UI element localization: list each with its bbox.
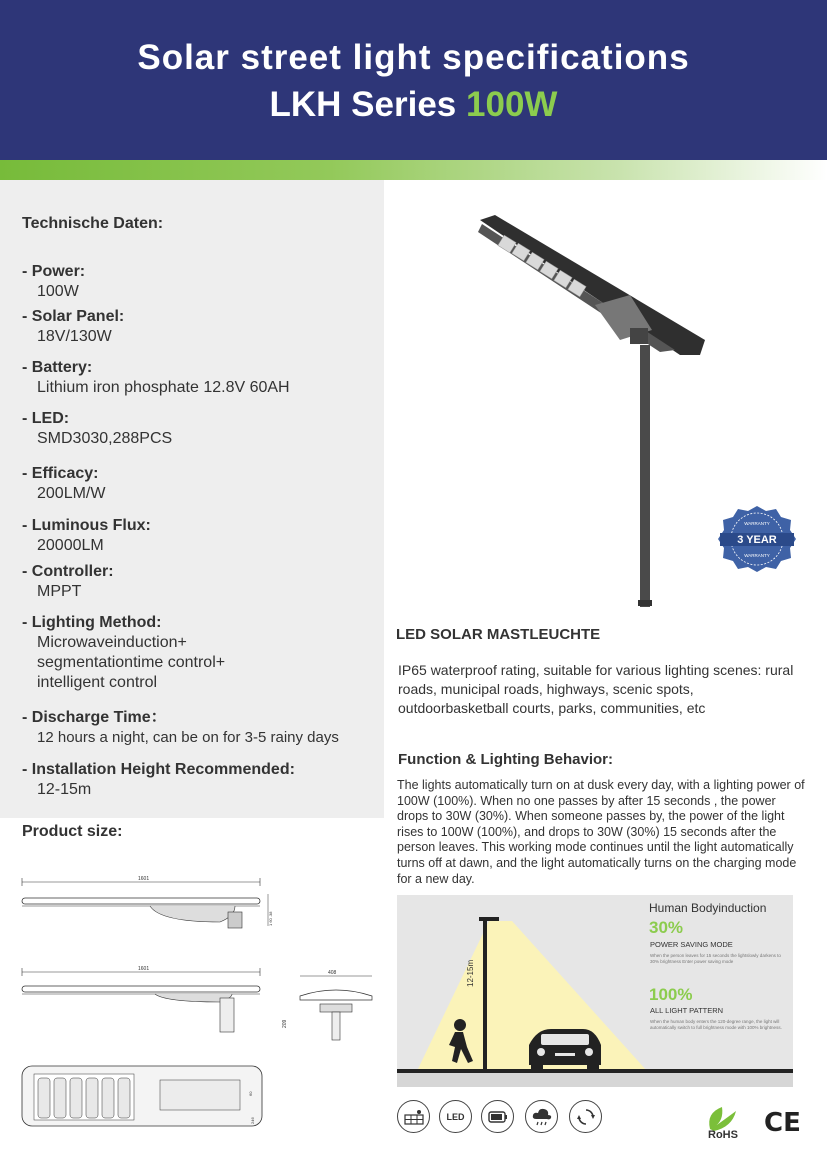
- accent-stripe: [0, 160, 827, 180]
- car-icon: [529, 1029, 601, 1071]
- spec-battery: [22, 358, 290, 398]
- feature-icons: [397, 1100, 617, 1138]
- illustration-graphic: [397, 895, 793, 1087]
- spec-lighting-method: [22, 613, 225, 693]
- lighting-illustration: [397, 895, 793, 1087]
- spec-controller: [22, 562, 114, 602]
- spec-luminous-flux: [22, 516, 151, 556]
- led-icon: LED: [439, 1100, 472, 1133]
- spec-value: 20000LM: [37, 537, 104, 554]
- battery-icon: [481, 1100, 514, 1133]
- mode1-description: When the person leaves for 15 seconds the lightslowly darkens to 30% brightness Enter power saving mode: [650, 953, 781, 964]
- spec-efficacy: [22, 464, 105, 504]
- mode2-percent: 100%: [649, 985, 693, 1004]
- badge-bottom-text: WARRANTY: [744, 553, 770, 558]
- product-description: IP65 waterproof rating, suitable for various lighting scenes: rural roads, municipal roads, highways, scenic spots, outdoorbasketball courts, parks, communities, etc: [398, 662, 794, 716]
- function-heading: Function & Lighting Behavior:: [398, 751, 613, 768]
- wattage-highlight: 100W: [466, 85, 558, 124]
- series-name: LKH Series: [269, 85, 457, 124]
- spec-label: - Solar Panel:: [22, 308, 125, 325]
- spec-value: segmentationtime control+: [37, 654, 226, 671]
- page-title: Solar street light specifications: [137, 38, 690, 77]
- function-description: The lights automatically turn on at dusk every day, with a lighting power of 100W (100%). When no one passes by after 15 seconds , the power drops to 30W (30%). When someone passes by, the power of the light rises to 100W (100%), and drops to 30W (30%) 15 seconds after the person leaves. This working mode continues until the light automatically turns off at dawn, and the light automatically turns on the charging mode for a new day.: [397, 778, 805, 886]
- street-light-image: [470, 210, 710, 610]
- spec-value: MPPT: [37, 583, 82, 600]
- badge-main-text: 3 YEAR: [737, 534, 777, 546]
- cycle-icon: [569, 1100, 602, 1133]
- spec-label: - Discharge Time：: [22, 709, 167, 726]
- page-header: [0, 0, 827, 160]
- page-subtitle: [0, 85, 827, 125]
- spec-value: 12-15m: [37, 781, 92, 798]
- spec-power: [22, 262, 85, 302]
- dim-length-label: 1601: [138, 876, 150, 882]
- mode2-description: When the human body enters the 120-degree range, the light will automatically switch to full brightness mode with 100% brightness.: [650, 1019, 782, 1030]
- spec-discharge-time: [22, 708, 339, 748]
- spec-value: SMD3030,288PCS: [37, 430, 173, 447]
- dim-small-label: 1 60 .38: [268, 911, 273, 926]
- spec-installation-height: [22, 760, 295, 800]
- product-size-title: Product size:: [22, 823, 123, 840]
- specs-title: Technische Daten:: [22, 215, 164, 232]
- dim-small-label: 60: [248, 1091, 253, 1096]
- spec-label: - Installation Height Recommended:: [22, 761, 295, 778]
- spec-label: - Luminous Flux:: [22, 517, 151, 534]
- dim-length-label: 1601: [138, 966, 150, 972]
- illustration-heading: Human Bodyinduction: [649, 901, 767, 915]
- ce-mark: CE: [764, 1108, 801, 1138]
- spec-value: 12 hours a night, can be on for 3-5 rainy days: [37, 729, 339, 746]
- dim-small-label: 246: [250, 1117, 255, 1124]
- dim-side-label: 408: [328, 970, 337, 976]
- rohs-text: RoHS: [708, 1129, 738, 1141]
- mode1-name: POWER SAVING MODE: [650, 940, 733, 949]
- spec-label: - Efficacy:: [22, 465, 99, 482]
- height-label: 12-15m: [466, 959, 475, 987]
- spec-value: intelligent control: [37, 674, 158, 691]
- dim-height-label: 209: [282, 1019, 288, 1028]
- spec-value: 100W: [37, 283, 79, 300]
- spec-value: Microwaveinduction+: [37, 634, 187, 651]
- mode2-name: ALL LIGHT PATTERN: [650, 1006, 724, 1015]
- mode1-percent: 30%: [649, 918, 684, 937]
- warranty-badge: [718, 505, 796, 573]
- spec-label: - Battery:: [22, 359, 93, 376]
- spec-solar-panel: [22, 307, 124, 347]
- dimension-drawings: [20, 868, 380, 1138]
- spec-label: - Power:: [22, 263, 86, 280]
- product-heading: LED SOLAR MASTLEUCHTE: [396, 626, 601, 643]
- spec-label: - Controller:: [22, 563, 114, 580]
- spec-value: Lithium iron phosphate 12.8V 60AH: [37, 379, 290, 396]
- badge-top-text: WARRANTY: [744, 521, 770, 526]
- rohs-logo: [702, 1105, 757, 1141]
- spec-led: [22, 409, 172, 449]
- spec-label: - Lighting Method:: [22, 614, 162, 631]
- solar-panel-icon: [397, 1100, 430, 1133]
- spec-label: - LED:: [22, 410, 70, 427]
- spec-value: 200LM/W: [37, 485, 106, 502]
- spec-value: 18V/130W: [37, 328, 112, 345]
- weather-icon: [525, 1100, 558, 1133]
